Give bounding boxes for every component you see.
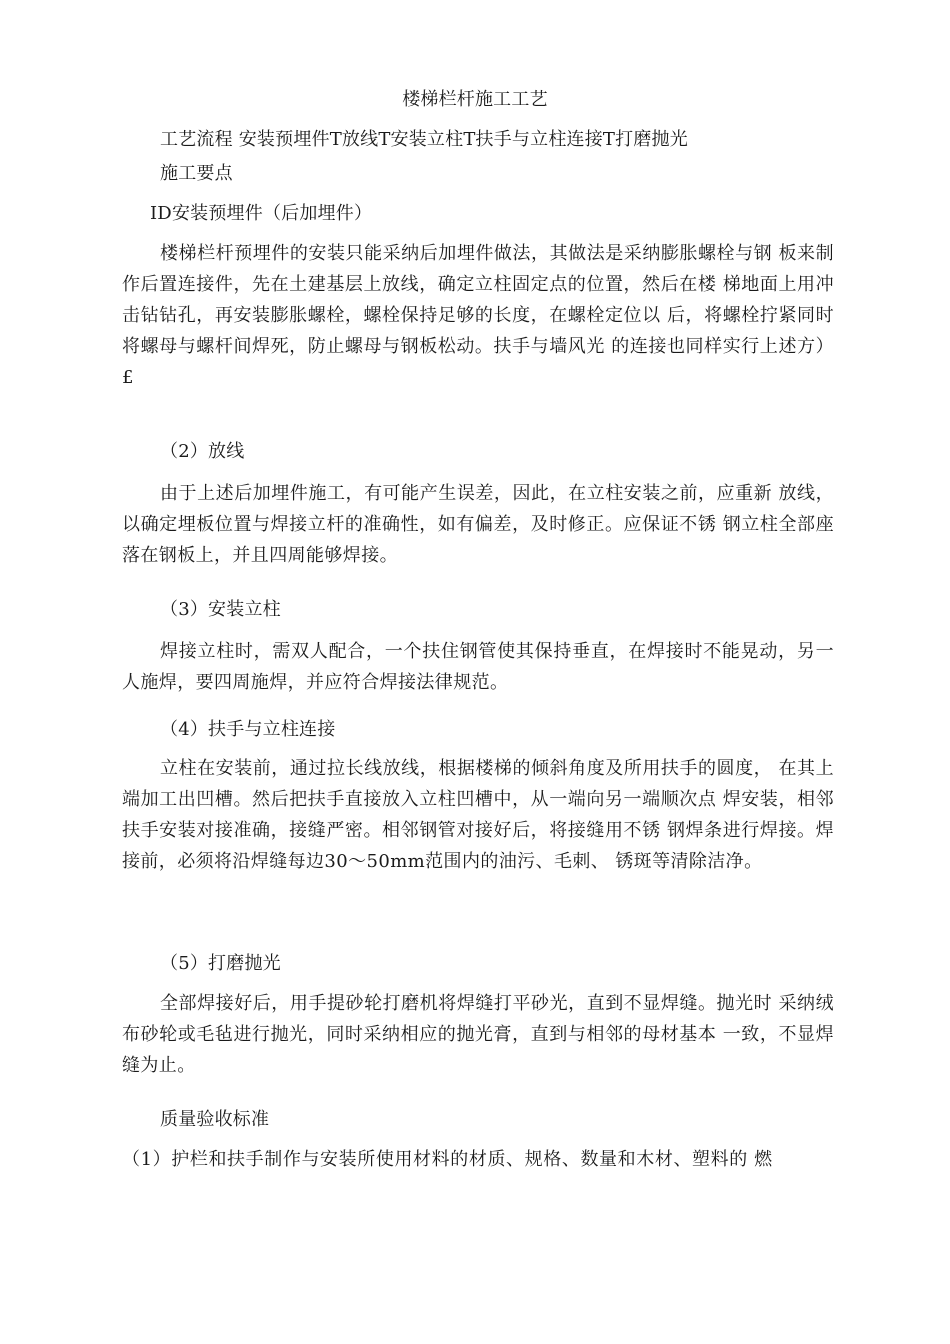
section-5-body: 全部焊接好后，用手提砂轮打磨机将焊缝打平砂光，直到不显焊缝。抛光时 采纳绒布砂轮或毛毡进行抛光，同时采纳相应的抛光膏，直到与相邻的母材基本 一致，不显焊缝为止。 — [122, 993, 834, 1076]
section-4-heading: （4）扶手与立柱连接 — [160, 719, 336, 740]
quality-item-1: （1）护栏和扶手制作与安装所使用材料的材质、规格、数量和木材、塑料的 燃 — [122, 1149, 773, 1170]
section-1-heading: ID安装预埋件（后加埋件） — [150, 203, 373, 224]
key-points-heading: 施工要点 — [160, 163, 233, 184]
section-4-body: 立柱在安装前，通过拉长线放线，根据楼梯的倾斜角度及所用扶手的圆度， 在其上端加工出凹槽。然后把扶手直接放入立柱凹槽中，从一端向另一端顺次点 焊安装，相邻扶手安装对接准确，接缝严密。相邻钢管对接好后，将接缝用不锈 钢焊条进行焊接。焊接前，必须将沿焊缝每边30〜50mm范围内的油污、毛刺、 锈斑等清除洁净。 — [122, 758, 834, 872]
section-2-heading: （2）放线 — [160, 441, 245, 462]
section-3-body: 焊接立柱时，需双人配合，一个扶住钢管使其保持垂直，在焊接时不能晃动，另一人施焊，要四周施焊，并应符合焊接法律规范。 — [122, 641, 834, 693]
section-1-body: 楼梯栏杆预埋件的安装只能采纳后加埋件做法，其做法是采纳膨胀螺栓与钢 板来制作后置连接件，先在土建基层上放线，确定立柱固定点的位置，然后在楼 梯地面上用冲击钻钻孔，再安装膨胀螺栓，螺栓保持足够的长度，在螺栓定位以 后，将螺栓拧紧同时将螺母与螺杆间焊死，防止螺母与钢板松动。扶手与墙风光 的连接也同样实行上述方）£ — [122, 243, 834, 388]
quality-heading: 质量验收标准 — [160, 1109, 270, 1130]
document-title: 楼梯栏杆施工工艺 — [402, 89, 548, 110]
process-flow-line: 工艺流程 安装预埋件T放线T安装立柱T扶手与立柱连接T打磨抛光 — [160, 129, 688, 150]
section-3-heading: （3）安装立柱 — [160, 599, 281, 620]
section-5-heading: （5）打磨抛光 — [160, 953, 281, 974]
section-2-body: 由于上述后加埋件施工，有可能产生误差，因此，在立柱安装之前，应重新 放线，以确定埋板位置与焊接立杆的准确性，如有偏差，及时修正。应保证不锈 钢立柱全部座落在钢板上，并且四周能够焊接。 — [122, 483, 834, 566]
